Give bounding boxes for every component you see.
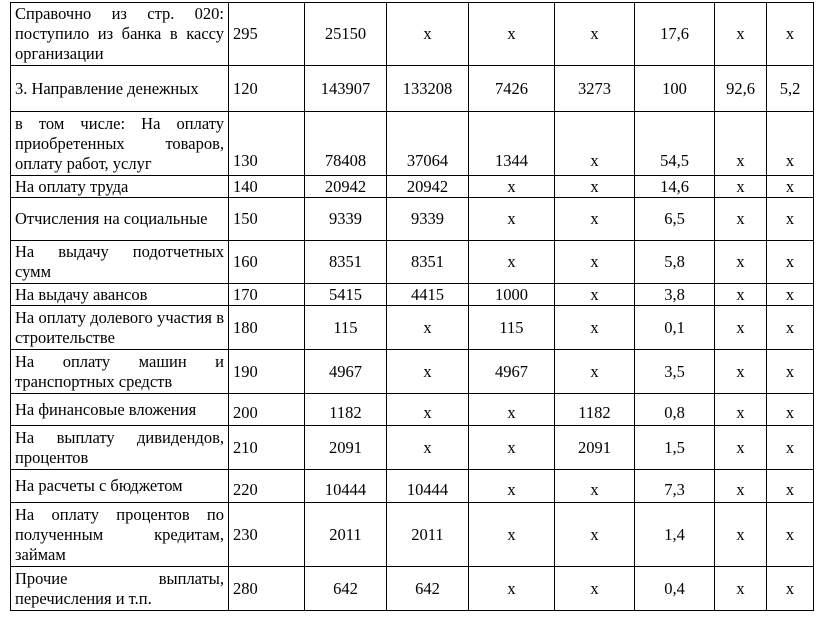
cell-value: 78408 [305, 112, 387, 176]
row-code: 180 [229, 306, 305, 350]
row-code: 190 [229, 350, 305, 394]
cell-value: 1000 [469, 284, 555, 306]
row-code: 295 [229, 3, 305, 66]
cell-value: 642 [305, 567, 387, 611]
table-row [11, 112, 814, 176]
cell-value: х [767, 198, 814, 241]
cell-value: 7,3 [635, 470, 715, 503]
cell-value: х [469, 426, 555, 470]
cell-value: 1,5 [635, 426, 715, 470]
cell-value: 20942 [305, 176, 387, 198]
row-code: 130 [229, 112, 305, 176]
row-code: 210 [229, 426, 305, 470]
table-row [11, 198, 814, 241]
cell-value: 7426 [469, 66, 555, 112]
row-code: 160 [229, 241, 305, 284]
row-code: 280 [229, 567, 305, 611]
row-code: 120 [229, 66, 305, 112]
row-code: 170 [229, 284, 305, 306]
cell-value: х [767, 3, 814, 66]
cell-value: х [387, 3, 469, 66]
cell-value: 10444 [305, 470, 387, 503]
row-label: На выплату дивидендов, процентов [11, 426, 229, 470]
cell-value: х [715, 112, 767, 176]
row-label: На финансовые вложения [11, 394, 229, 426]
cell-value: х [715, 241, 767, 284]
cell-value: 10444 [387, 470, 469, 503]
cell-value: 54,5 [635, 112, 715, 176]
table-row [11, 241, 814, 284]
cell-value: 14,6 [635, 176, 715, 198]
cell-value: 8351 [387, 241, 469, 284]
cash-flow-table [10, 2, 814, 611]
cell-value: 1,4 [635, 503, 715, 567]
cell-value: х [469, 241, 555, 284]
cell-value: 4967 [305, 350, 387, 394]
cell-value: х [555, 567, 635, 611]
row-label: На оплату долевого участия в строительстве [11, 306, 229, 350]
row-label: Отчисления на социальные [11, 198, 229, 241]
cell-value: х [715, 284, 767, 306]
table-row [11, 470, 814, 503]
cell-value: х [469, 567, 555, 611]
row-label: в том числе: На оплату приобретенных товаров, оплату работ, услуг [11, 112, 229, 176]
cell-value: х [387, 306, 469, 350]
cell-value: х [555, 112, 635, 176]
cell-value: х [555, 470, 635, 503]
table-row [11, 394, 814, 426]
cell-value: х [555, 241, 635, 284]
row-code: 150 [229, 198, 305, 241]
cell-value: х [555, 350, 635, 394]
cell-value: х [387, 350, 469, 394]
table-row [11, 503, 814, 567]
row-code: 220 [229, 470, 305, 503]
cell-value: х [715, 394, 767, 426]
row-label: На оплату машин и транспортных средств [11, 350, 229, 394]
cell-value: х [469, 198, 555, 241]
cell-value: х [555, 176, 635, 198]
table-row [11, 426, 814, 470]
cell-value: х [767, 306, 814, 350]
table-body [11, 3, 814, 611]
cell-value: 2011 [305, 503, 387, 567]
table-row [11, 284, 814, 306]
cell-value: 0,8 [635, 394, 715, 426]
cell-value: х [715, 426, 767, 470]
cell-value: х [469, 470, 555, 503]
cell-value: 642 [387, 567, 469, 611]
cell-value: 115 [469, 306, 555, 350]
cell-value: х [555, 503, 635, 567]
cell-value: 20942 [387, 176, 469, 198]
cell-value: х [715, 176, 767, 198]
cell-value: х [715, 3, 767, 66]
cell-value: х [715, 503, 767, 567]
cell-value: х [767, 567, 814, 611]
table-row [11, 350, 814, 394]
cell-value: х [767, 176, 814, 198]
cell-value: 5415 [305, 284, 387, 306]
row-label: Прочие выплаты, перечисления и т.п. [11, 567, 229, 611]
cell-value: х [767, 503, 814, 567]
cell-value: х [555, 198, 635, 241]
cell-value: 1344 [469, 112, 555, 176]
table-row [11, 176, 814, 198]
cell-value: х [387, 394, 469, 426]
cell-value: х [767, 241, 814, 284]
cell-value: х [715, 350, 767, 394]
cell-value: 9339 [305, 198, 387, 241]
cell-value: 2091 [555, 426, 635, 470]
cell-value: х [767, 112, 814, 176]
cell-value: 115 [305, 306, 387, 350]
cell-value: 2011 [387, 503, 469, 567]
row-label: Справочно из стр. 020: поступило из банка в кассу организации [11, 3, 229, 66]
cell-value: х [469, 503, 555, 567]
cell-value: 4967 [469, 350, 555, 394]
cell-value: х [715, 306, 767, 350]
cell-value: х [767, 426, 814, 470]
cell-value: 3,5 [635, 350, 715, 394]
table-row [11, 567, 814, 611]
row-code: 230 [229, 503, 305, 567]
table-row [11, 306, 814, 350]
cell-value: 1182 [555, 394, 635, 426]
cell-value: х [555, 3, 635, 66]
table-row [11, 66, 814, 112]
cell-value: 5,8 [635, 241, 715, 284]
cell-value: 4415 [387, 284, 469, 306]
cell-value: 17,6 [635, 3, 715, 66]
cell-value: х [767, 394, 814, 426]
cell-value: 6,5 [635, 198, 715, 241]
cell-value: 100 [635, 66, 715, 112]
cell-value: х [387, 426, 469, 470]
cell-value: х [469, 394, 555, 426]
cell-value: 0,1 [635, 306, 715, 350]
cell-value: х [715, 198, 767, 241]
cell-value: 8351 [305, 241, 387, 284]
cell-value: 92,6 [715, 66, 767, 112]
cell-value: 133208 [387, 66, 469, 112]
cell-value: х [715, 470, 767, 503]
cell-value: х [767, 284, 814, 306]
row-label: На выдачу авансов [11, 284, 229, 306]
table-row [11, 3, 814, 66]
cell-value: х [469, 176, 555, 198]
row-label: На расчеты с бюджетом [11, 470, 229, 503]
row-code: 140 [229, 176, 305, 198]
cell-value: 2091 [305, 426, 387, 470]
cell-value: х [555, 284, 635, 306]
cell-value: х [715, 567, 767, 611]
row-label: 3. Направление денежных [11, 66, 229, 112]
cell-value: 143907 [305, 66, 387, 112]
row-label: На оплату труда [11, 176, 229, 198]
row-code: 200 [229, 394, 305, 426]
cell-value: х [767, 470, 814, 503]
cell-value: 5,2 [767, 66, 814, 112]
cell-value: 0,4 [635, 567, 715, 611]
cell-value: х [469, 3, 555, 66]
cell-value: 25150 [305, 3, 387, 66]
cell-value: 3273 [555, 66, 635, 112]
cell-value: х [767, 350, 814, 394]
cell-value: 3,8 [635, 284, 715, 306]
row-label: На выдачу подотчетных сумм [11, 241, 229, 284]
cell-value: 9339 [387, 198, 469, 241]
cell-value: х [555, 306, 635, 350]
row-label: На оплату процентов по полученным кредитам, займам [11, 503, 229, 567]
cell-value: 1182 [305, 394, 387, 426]
cell-value: 37064 [387, 112, 469, 176]
